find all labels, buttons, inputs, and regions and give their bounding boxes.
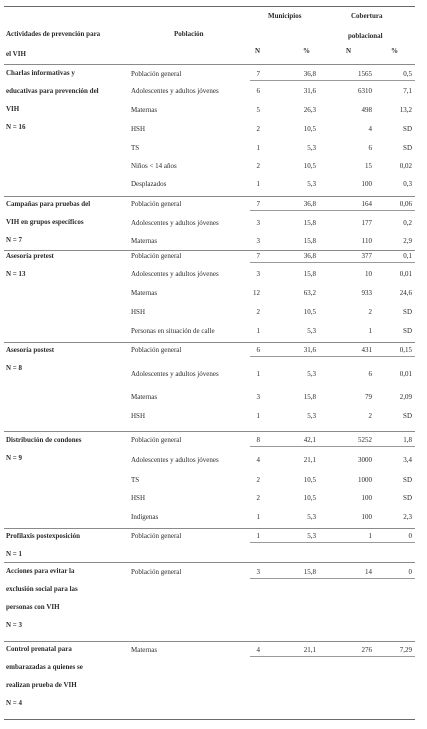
poblacion-cell: Maternas — [131, 237, 158, 245]
cob-n-cell: 1 — [368, 532, 372, 540]
row-rule — [250, 542, 415, 543]
row-rule — [250, 80, 415, 81]
mun-pct-cell: 5,3 — [307, 327, 316, 335]
mun-n-cell: 7 — [256, 252, 260, 260]
bottom-rule — [4, 719, 415, 720]
cob-n-cell: 498 — [361, 106, 372, 114]
mun-n-cell: 1 — [256, 370, 260, 378]
cob-n-cell: 4 — [368, 125, 372, 133]
poblacion-cell: Maternas — [131, 646, 158, 654]
poblacion-cell: Niños < 14 años — [131, 162, 177, 170]
cob-pct-cell: 3,4 — [403, 456, 412, 464]
mun-pct-cell: 15,8 — [303, 219, 316, 227]
mun-pct-cell: 21,1 — [303, 456, 316, 464]
mun-n-cell: 6 — [256, 87, 260, 95]
cob-pct-cell: 2,09 — [399, 393, 412, 401]
header-cob-n: N — [346, 47, 352, 55]
mun-pct-cell: 10,5 — [303, 308, 316, 316]
cob-pct-cell: 7,1 — [403, 87, 412, 95]
section-rule — [4, 250, 415, 251]
cob-n-cell: 377 — [361, 252, 372, 260]
header-municipios: Municipios — [268, 12, 302, 20]
mun-pct-cell: 31,6 — [303, 87, 316, 95]
cob-n-cell: 431 — [361, 346, 372, 354]
cob-pct-cell: 0,1 — [403, 252, 412, 260]
cob-n-cell: 6310 — [358, 87, 372, 95]
mun-n-cell: 1 — [256, 144, 260, 152]
poblacion-cell: Adolescentes y adultos jóvenes — [131, 87, 219, 95]
poblacion-cell: Personas en situación de calle — [131, 327, 215, 335]
mun-n-cell: 1 — [256, 532, 260, 540]
poblacion-cell: Maternas — [131, 393, 158, 401]
cob-pct-cell: 7,29 — [399, 646, 412, 654]
poblacion-cell: Indígenas — [131, 513, 159, 521]
poblacion-cell: HSH — [131, 125, 146, 133]
section-profilaxis-title: Profilaxis postexposición N = 1 — [6, 532, 80, 558]
header-poblacion: Población — [174, 30, 204, 38]
cob-n-cell: 177 — [361, 219, 372, 227]
mun-pct-cell: 10,5 — [303, 162, 316, 170]
header-mun-pct: % — [303, 47, 310, 55]
section-rule — [4, 528, 415, 529]
header-cobertura-line2: poblacional — [348, 32, 383, 40]
row-rule — [250, 356, 415, 357]
mun-pct-cell: 5,3 — [307, 513, 316, 521]
mun-n-cell: 3 — [256, 568, 260, 576]
mun-pct-cell: 10,5 — [303, 476, 316, 484]
cob-pct-cell: 1,8 — [403, 436, 412, 444]
mun-n-cell: 12 — [253, 289, 260, 297]
mun-pct-cell: 5,3 — [307, 532, 316, 540]
section-pretest-title: Asesoría pretest N = 13 — [6, 252, 54, 278]
mun-pct-cell: 36,8 — [303, 200, 316, 208]
poblacion-cell: Adolescentes y adultos jóvenes — [131, 370, 219, 378]
poblacion-cell: Población general — [131, 70, 182, 78]
section-prenatal-title: Control prenatal para embarazadas a quienes se realizan prueba de VIH N = 4 — [6, 645, 83, 707]
mun-n-cell: 2 — [256, 125, 260, 133]
cob-pct-cell: 2,3 — [403, 513, 412, 521]
mun-pct-cell: 5,3 — [307, 180, 316, 188]
section-campanas-title: Campañas para pruebas del VIH en grupos específicos N = 7 — [6, 200, 91, 244]
cob-pct-cell: SD — [403, 125, 412, 133]
cob-n-cell: 100 — [361, 494, 372, 502]
cob-pct-cell: 0,15 — [399, 346, 412, 354]
cob-pct-cell: 2,9 — [403, 237, 412, 245]
cob-n-cell: 6 — [368, 370, 372, 378]
cob-pct-cell: 0,01 — [399, 270, 412, 278]
row-rule — [250, 262, 415, 263]
poblacion-cell: Maternas — [131, 289, 158, 297]
cob-n-cell: 1565 — [358, 70, 372, 78]
mun-pct-cell: 42,1 — [303, 436, 316, 444]
cob-pct-cell: 0,5 — [403, 70, 412, 78]
section-rule — [4, 431, 415, 432]
poblacion-cell: Población general — [131, 346, 182, 354]
header-cobertura-line1: Cobertura — [351, 12, 383, 20]
cob-n-cell: 14 — [365, 568, 372, 576]
cob-n-cell: 10 — [365, 270, 372, 278]
cob-n-cell: 15 — [365, 162, 372, 170]
cob-n-cell: 110 — [361, 237, 372, 245]
cob-pct-cell: SD — [403, 476, 412, 484]
cob-pct-cell: SD — [403, 327, 412, 335]
poblacion-cell: Población general — [131, 200, 182, 208]
mun-pct-cell: 15,8 — [303, 393, 316, 401]
cob-pct-cell: SD — [403, 308, 412, 316]
header-cob-pct: % — [391, 47, 398, 55]
mun-n-cell: 6 — [256, 346, 260, 354]
mun-pct-cell: 5,3 — [307, 144, 316, 152]
cob-pct-cell: 0,06 — [399, 200, 412, 208]
row-rule — [250, 578, 415, 579]
mun-n-cell: 7 — [256, 200, 260, 208]
cob-n-cell: 3000 — [358, 456, 372, 464]
mun-pct-cell: 15,8 — [303, 237, 316, 245]
poblacion-cell: Población general — [131, 532, 182, 540]
mun-n-cell: 1 — [256, 513, 260, 521]
row-rule — [250, 210, 415, 211]
top-rule — [4, 6, 415, 7]
mun-pct-cell: 36,8 — [303, 70, 316, 78]
mun-pct-cell: 26,3 — [303, 106, 316, 114]
cob-n-cell: 1000 — [358, 476, 372, 484]
mun-pct-cell: 15,8 — [303, 270, 316, 278]
poblacion-cell: HSH — [131, 494, 146, 502]
mun-n-cell: 2 — [256, 162, 260, 170]
header-rule — [4, 64, 415, 65]
poblacion-cell: HSH — [131, 308, 146, 316]
mun-n-cell: 4 — [256, 646, 260, 654]
mun-n-cell: 3 — [256, 393, 260, 401]
cob-n-cell: 1 — [368, 327, 372, 335]
cob-pct-cell: SD — [403, 494, 412, 502]
mun-n-cell: 7 — [256, 70, 260, 78]
mun-n-cell: 1 — [256, 180, 260, 188]
mun-pct-cell: 21,1 — [303, 646, 316, 654]
mun-n-cell: 1 — [256, 327, 260, 335]
row-rule — [250, 446, 415, 447]
cob-n-cell: 79 — [365, 393, 372, 401]
mun-n-cell: 1 — [256, 412, 260, 420]
cob-pct-cell: 13,2 — [399, 106, 412, 114]
poblacion-cell: Adolescentes y adultos jóvenes — [131, 456, 219, 464]
mun-pct-cell: 63,2 — [303, 289, 316, 297]
mun-pct-cell: 5,3 — [307, 370, 316, 378]
poblacion-cell: TS — [131, 144, 140, 152]
mun-n-cell: 4 — [256, 456, 260, 464]
mun-n-cell: 3 — [256, 237, 260, 245]
section-condones-title: Distribución de condones N = 9 — [6, 436, 82, 462]
cob-n-cell: 276 — [361, 646, 372, 654]
poblacion-cell: HSH — [131, 412, 146, 420]
mun-pct-cell: 31,6 — [303, 346, 316, 354]
cob-n-cell: 6 — [368, 144, 372, 152]
section-exclusion-title: Acciones para evitar la exclusión social para las personas con VIH N = 3 — [6, 567, 78, 629]
header-actividades-line2: el VIH — [6, 50, 26, 58]
mun-pct-cell: 36,8 — [303, 252, 316, 260]
cob-pct-cell: 0,3 — [403, 180, 412, 188]
section-rule — [4, 641, 415, 642]
mun-pct-cell: 10,5 — [303, 125, 316, 133]
cob-n-cell: 5252 — [358, 436, 372, 444]
poblacion-cell: Desplazados — [131, 180, 167, 188]
poblacion-cell: Población general — [131, 568, 182, 576]
section-rule — [4, 196, 415, 197]
mun-n-cell: 3 — [256, 219, 260, 227]
section-rule — [4, 562, 415, 563]
section-charlas-title: Charlas informativas y educativas para prevención del VIH N = 16 — [6, 69, 99, 131]
mun-n-cell: 2 — [256, 494, 260, 502]
poblacion-cell: Población general — [131, 252, 182, 260]
cob-pct-cell: SD — [403, 412, 412, 420]
mun-n-cell: 2 — [256, 308, 260, 316]
mun-n-cell: 5 — [256, 106, 260, 114]
row-rule — [250, 656, 415, 657]
cob-n-cell: 164 — [361, 200, 372, 208]
cob-n-cell: 100 — [361, 513, 372, 521]
cob-pct-cell: SD — [403, 144, 412, 152]
mun-pct-cell: 15,8 — [303, 568, 316, 576]
cob-n-cell: 933 — [361, 289, 372, 297]
mun-pct-cell: 5,3 — [307, 412, 316, 420]
cob-pct-cell: 0 — [408, 532, 412, 540]
mun-n-cell: 8 — [256, 436, 260, 444]
cob-pct-cell: 0,02 — [399, 162, 412, 170]
poblacion-cell: Adolescentes y adultos jóvenes — [131, 270, 219, 278]
poblacion-cell: Población general — [131, 436, 182, 444]
mun-n-cell: 2 — [256, 476, 260, 484]
mun-n-cell: 3 — [256, 270, 260, 278]
section-postest-title: Asesoría postest N = 8 — [6, 346, 55, 372]
poblacion-cell: TS — [131, 476, 140, 484]
poblacion-cell: Maternas — [131, 106, 158, 114]
cob-n-cell: 2 — [368, 308, 372, 316]
mun-pct-cell: 10,5 — [303, 494, 316, 502]
cob-n-cell: 2 — [368, 412, 372, 420]
cob-pct-cell: 0,01 — [399, 370, 412, 378]
cob-pct-cell: 0,2 — [403, 219, 412, 227]
cob-n-cell: 100 — [361, 180, 372, 188]
header-actividades-line1: Actividades de prevención para — [6, 30, 101, 38]
poblacion-cell: Adolescentes y adultos jóvenes — [131, 219, 219, 227]
header-mun-n: N — [255, 47, 261, 55]
section-rule — [4, 342, 415, 343]
cob-pct-cell: 24,6 — [399, 289, 412, 297]
cob-pct-cell: 0 — [408, 568, 412, 576]
